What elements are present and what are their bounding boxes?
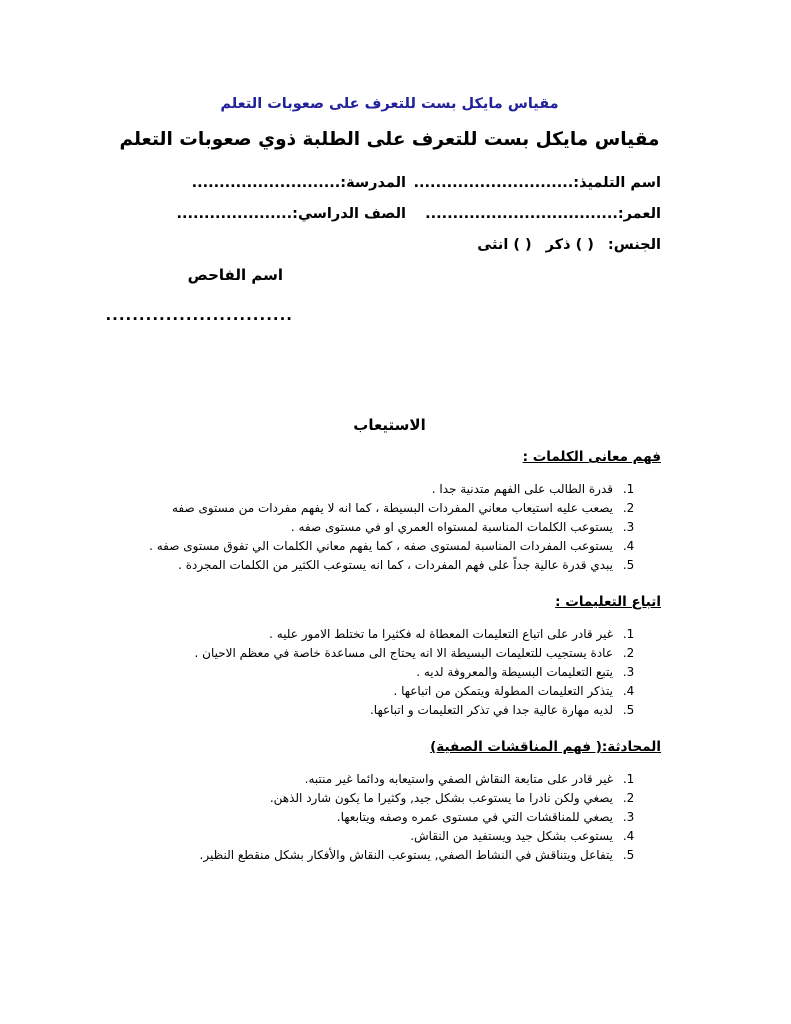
list-item: 5. لديه مهارة عالية جدا في تذكر التعليمات و اتباعها. — [118, 701, 619, 720]
list-item: 1. قدرة الطالب على الفهم متدنية جدا . — [118, 480, 619, 499]
list-item: 4. يتذكر التعليمات المطولة ويتمكن من اتباعها . — [118, 682, 619, 701]
school-field: المدرسة:........................... — [191, 175, 406, 191]
list-item: 3. يتبع التعليمات البسيطة والمعروفة لديه . — [118, 663, 619, 682]
list-item: 1. غير قادر على متابعة النقاش الصفي واستيعابه ودائما غير منتبه. — [118, 770, 619, 789]
conversation-items-list — [118, 770, 661, 865]
list-item: 5. يتفاعل ويتناقش في النشاط الصفي, يستوعب النقاش والأفكار بشكل منقطع النظير. — [118, 846, 619, 865]
subsection-heading-word-meanings: فهم معانى الكلمات : — [522, 449, 661, 465]
subsection-heading-following-instructions: اتباع التعليمات : — [555, 594, 661, 610]
word-meanings-items-list — [118, 480, 661, 575]
list-item: 4. يستوعب بشكل جيد ويستفيد من النقاش. — [118, 827, 619, 846]
gender-male-option: ( ) ذكر — [545, 237, 594, 253]
gender-female-option: ( ) انثى — [477, 237, 532, 253]
examiner-name-dotted-line: ............................ — [105, 306, 293, 324]
document-blue-subtitle: مقياس مايكل بست للتعرف على صعوبات التعلم — [220, 96, 559, 112]
list-item: 3. يصغي للمناقشات التي في مستوى عمره وصفه ويتابعها. — [118, 808, 619, 827]
student-school-row — [118, 175, 661, 191]
list-item: 2. يصغي ولكن نادرا ما يستوعب بشكل جيد, وكثيرا ما يكون شارد الذهن. — [118, 789, 619, 808]
gender-label: الجنس: — [607, 237, 661, 253]
student-name-field: اسم التلميذ:............................. — [413, 175, 661, 191]
document-title: مقياس مايكل بست للتعرف على الطلبة ذوي صعوبات التعلم — [119, 129, 660, 150]
following-instructions-items-list — [118, 625, 661, 720]
grade-field: الصف الدراسي:..................... — [176, 206, 406, 222]
list-item: 5. يبدي قدرة عالية جداً على فهم المفردات ، كما انه يستوعب الكثير من الكلمات المجردة . — [118, 556, 619, 575]
list-item: 2. عادة يستجيب للتعليمات البسيطة الا انه يحتاج الى مساعدة خاصة في معظم الاحيان . — [118, 644, 619, 663]
age-grade-row — [118, 206, 661, 222]
list-item: 1. غير قادر على اتباع التعليمات المعطاة له فكثيرا ما تختلط الامور عليه . — [118, 625, 619, 644]
age-field: العمر:................................... — [425, 206, 661, 222]
list-item: 2. يصعب عليه استيعاب معاني المفردات البسيطة ، كما انه لا يفهم مفردات من مستوى صفه — [118, 499, 619, 518]
section-heading-comprehension: الاستيعاب — [353, 416, 426, 434]
list-item: 4. يستوعب المفردات المناسبة لمستوى صفه ، كما يفهم معاني الكلمات الي تفوق مستوى صفه . — [118, 537, 619, 556]
examiner-name-label: اسم الفاحص — [187, 266, 283, 284]
list-item: 3. يستوعب الكلمات المناسبة لمستواه العمري او في مستوى صفه . — [118, 518, 619, 537]
gender-row — [118, 237, 661, 253]
subsection-heading-conversation: المحادثة:( فهم المناقشات الصفية) — [430, 739, 661, 755]
